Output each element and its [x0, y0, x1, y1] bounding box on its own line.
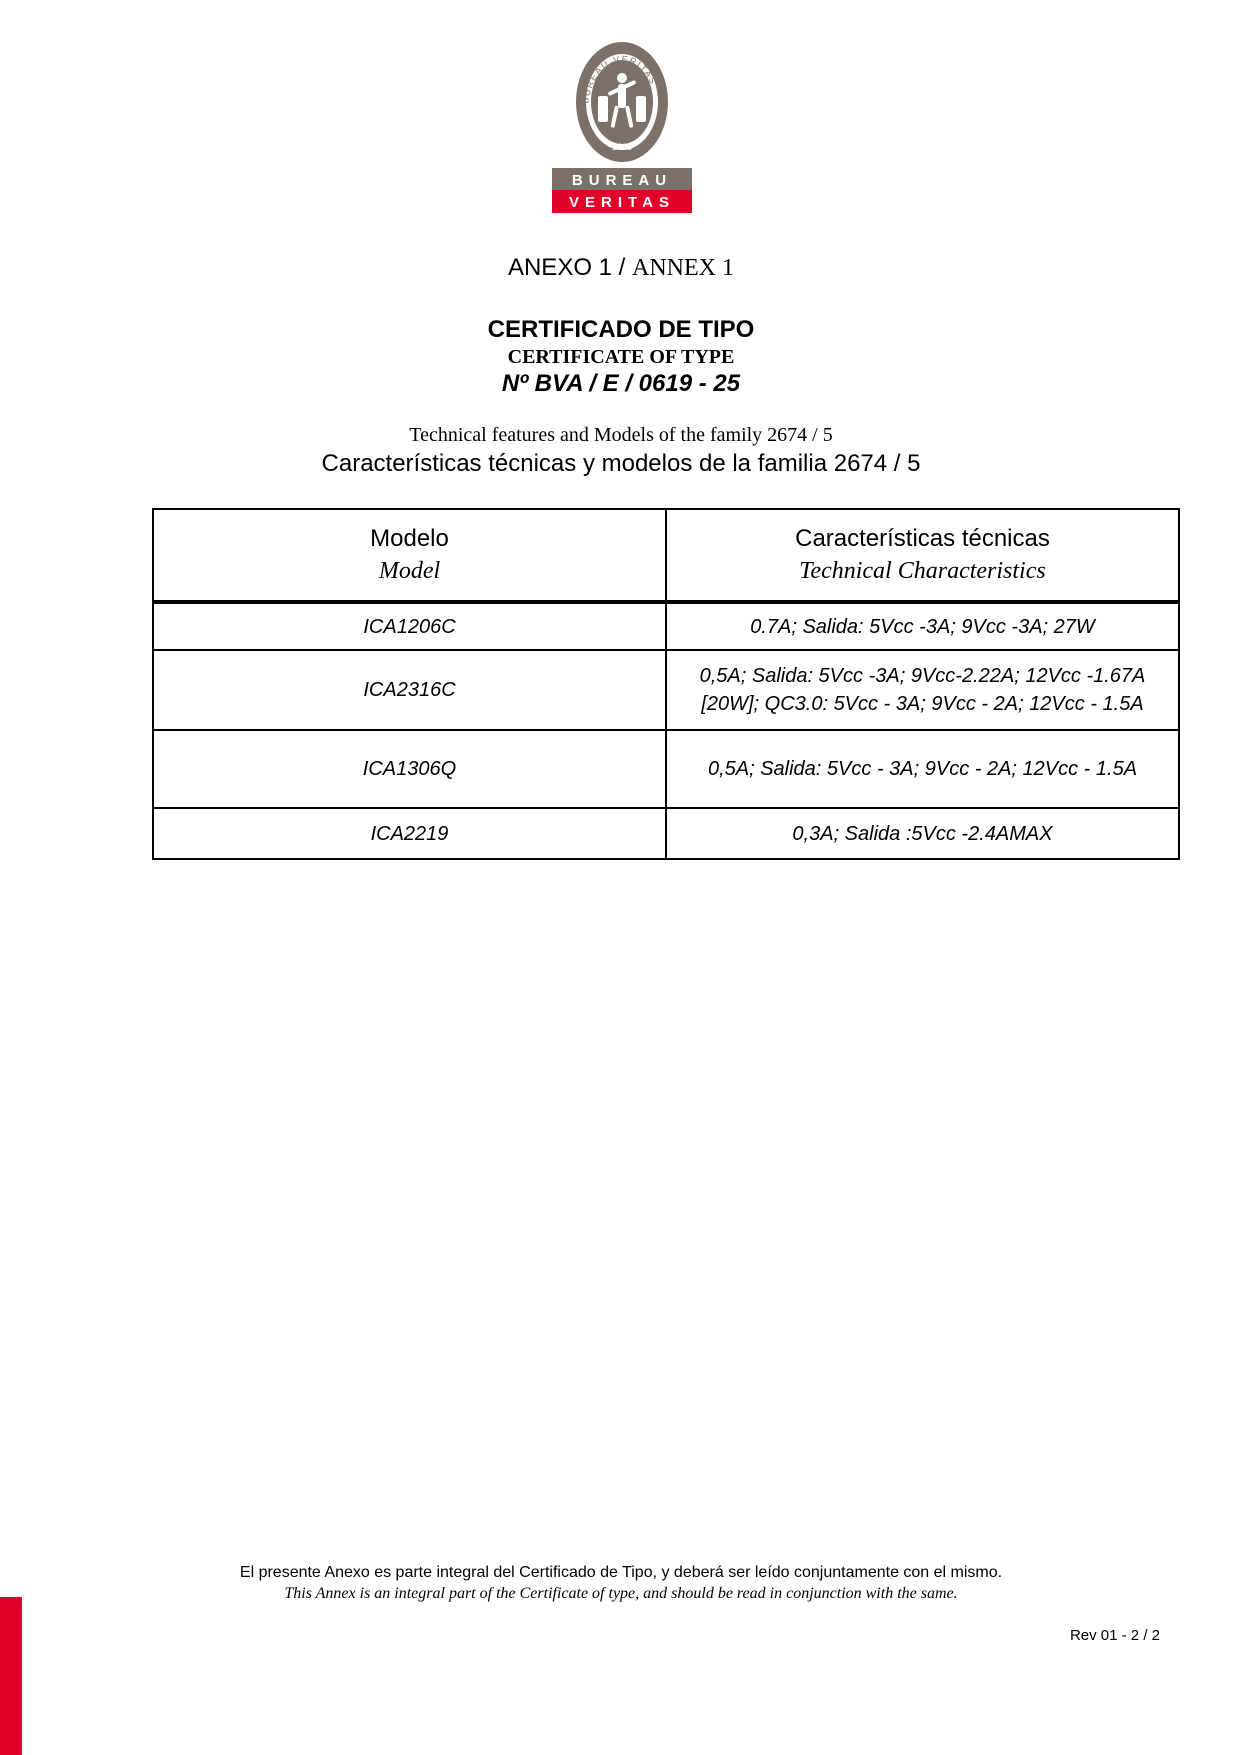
annex-title-es: ANEXO 1 / [507, 254, 626, 281]
spec-cell [666, 808, 1179, 859]
table-header-row [153, 509, 1179, 602]
certificate-title-es: CERTIFICADO DE TIPO [487, 316, 755, 343]
svg-text:BUREAU VERITAS: BUREAU VERITAS [580, 53, 659, 105]
table-row [153, 602, 1179, 650]
bureau-veritas-logo [552, 40, 692, 213]
svg-text:1828: 1828 [611, 142, 633, 152]
red-margin-bar [0, 1597, 22, 1755]
annex-title-en: ANNEX 1 [632, 255, 735, 281]
annex-title [0, 254, 1242, 282]
model-cell: ICA2316C [153, 650, 666, 730]
spec-line: [20W]; QC3.0: 5Vcc - 3A; 9Vcc - 2A; 12Vcc - 1.5A [701, 693, 1144, 715]
spec-cell [666, 730, 1179, 808]
table-row [153, 808, 1179, 859]
svg-text:BUREAU: BUREAU [571, 172, 673, 189]
spec-cell [666, 650, 1179, 730]
characteristics-header-en: Technical Characteristics [799, 558, 1046, 584]
footer-note-en: This Annex is an integral part of the Certificate of type, and should be read in conjunction with the same. [284, 1585, 958, 1602]
spec-cell [666, 602, 1179, 650]
models-table [152, 508, 1180, 860]
model-column-header [153, 509, 666, 602]
features-subtitle-es: Características técnicas y modelos de la familia 2674 / 5 [321, 450, 921, 477]
model-header-es: Modelo [370, 525, 449, 552]
characteristics-header-es: Características técnicas [795, 525, 1050, 552]
table-row [153, 650, 1179, 730]
spec-line: 0,5A; Salida: 5Vcc -3A; 9Vcc-2.22A; 12Vcc -1.67A [699, 665, 1146, 687]
spec-line: 0.7A; Salida: 5Vcc -3A; 9Vcc -3A; 27W [750, 615, 1095, 638]
certificate-title-en: CERTIFICATE OF TYPE [507, 346, 735, 368]
model-cell: ICA2219 [153, 808, 666, 859]
spec-line: 0,3A; Salida :5Vcc -2.4AMAX [792, 822, 1053, 845]
model-header-en: Model [378, 558, 441, 584]
features-subtitle-en: Technical features and Models of the family 2674 / 5 [409, 424, 833, 446]
certificate-number: Nº BVA / E / 0619 - 25 [501, 370, 741, 397]
footer-note-es: El presente Anexo es parte integral del Certificado de Tipo, y deberá ser leído conjuntamente con el mismo. [239, 1564, 1003, 1581]
characteristics-column-header [666, 509, 1179, 602]
revision-label: Rev 01 - 2 / 2 [1069, 1627, 1160, 1644]
table-row [153, 730, 1179, 808]
spec-line: 0,5A; Salida: 5Vcc - 3A; 9Vcc - 2A; 12Vcc - 1.5A [707, 758, 1138, 780]
model-cell: ICA1206C [153, 602, 666, 650]
model-cell: ICA1306Q [153, 730, 666, 808]
svg-text:VERITAS: VERITAS [569, 194, 675, 211]
